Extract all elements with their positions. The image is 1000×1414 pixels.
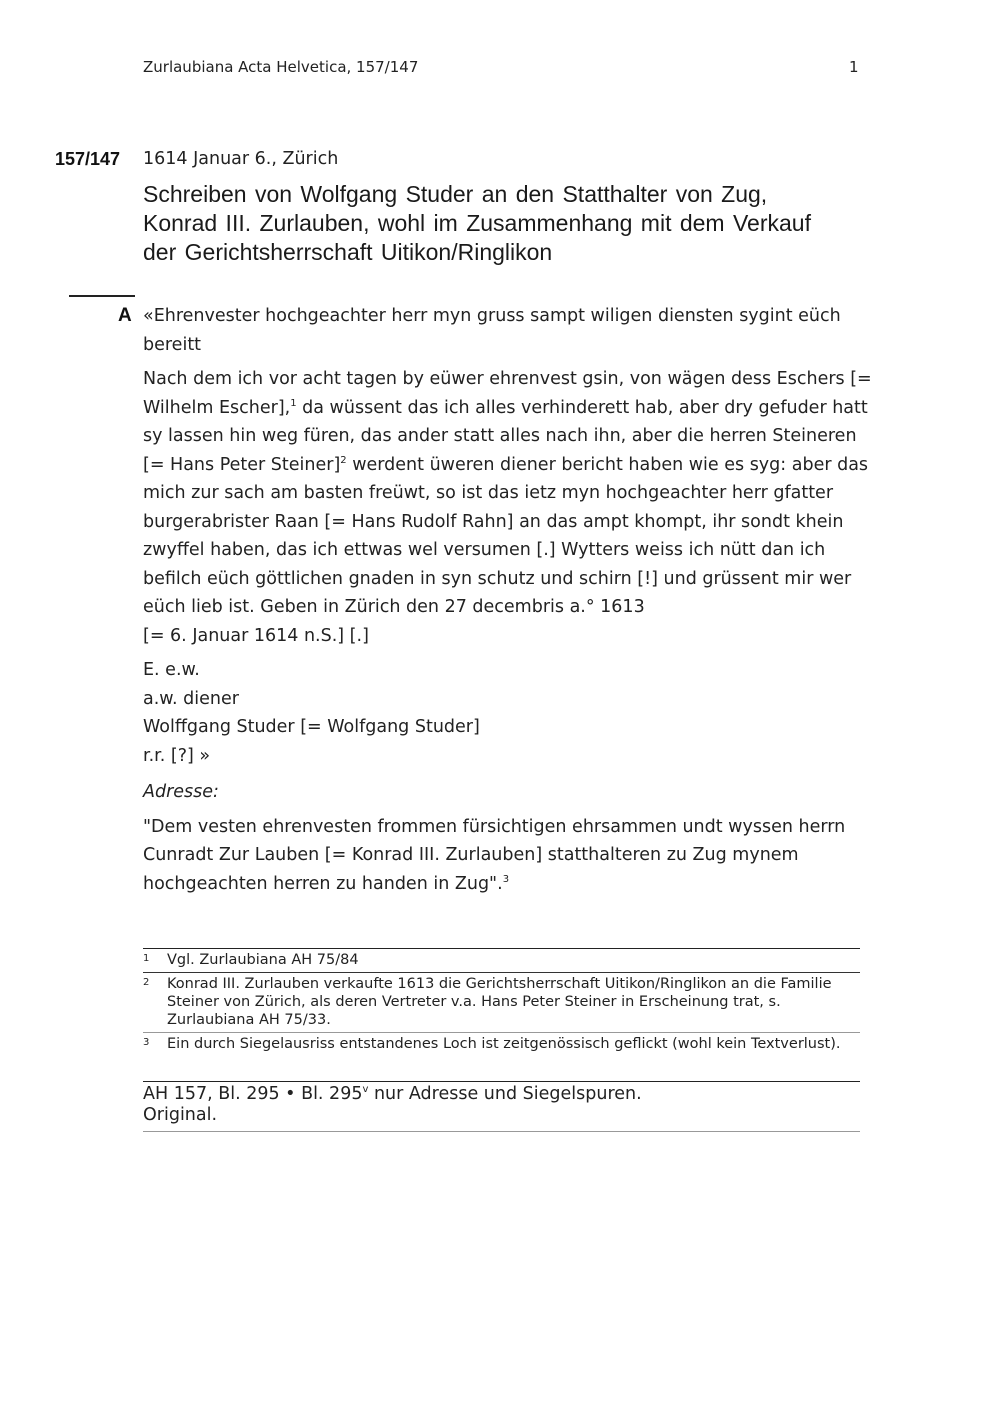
- letter-body-part: [= 6. Januar 1614 n.S.] [.]: [143, 625, 369, 646]
- address-body: "Dem vesten ehrenvesten frommen fürsichtigen ehrsammen undt wyssen herrn Cunradt Zur Lauben [= Konrad III. Zurlauben] statthalteren zu Zug mynem hochgeachten herren zu handen in Zug".: [143, 816, 846, 894]
- footnote-number: 3: [143, 1037, 150, 1048]
- footnote-text: Vgl. Zurlaubiana AH 75/84: [167, 952, 359, 968]
- footnote-text: Ein durch Siegelausriss entstandenes Loch ist zeitgenössisch geflickt (wohl kein Textverlust).: [167, 1036, 841, 1052]
- document-date-place: 1614 Januar 6., Zürich: [143, 149, 339, 169]
- source-info: [143, 1081, 860, 1132]
- letter-salutation: «Ehrenvester hochgeachter herr myn gruss sampt wiligen diensten sygint eüch bereitt: [143, 306, 841, 355]
- section-label: A: [118, 305, 132, 326]
- closing-signature: Wolffgang Studer [= Wolfgang Studer]: [143, 717, 480, 737]
- source-description: nur Adresse und Siegelspuren.: [368, 1084, 642, 1104]
- letter-closing: [143, 656, 873, 770]
- document-title: Schreiben von Wolfgang Studer an den Statthalter von Zug, Konrad III. Zurlauben, wohl im Zusammenhang mit dem Verkauf der Gerichtsherrschaft Uitikon/Ringlikon: [143, 181, 811, 265]
- address-label: Adresse:: [143, 782, 219, 802]
- footnote: [143, 972, 860, 1032]
- closing-line: E. e.w.: [143, 660, 200, 680]
- section-rule: [69, 295, 135, 297]
- footnote: [143, 948, 860, 972]
- page-number: 1: [849, 58, 859, 76]
- footnote: [143, 1032, 860, 1056]
- footnote-reference-link[interactable]: 3: [502, 873, 510, 885]
- letter-body: [143, 365, 873, 650]
- source-shelfmark: AH 157, Bl. 295 • Bl. 295: [143, 1084, 363, 1104]
- footnote-reference-link[interactable]: 1: [290, 397, 297, 409]
- letter-body-part: Nach dem ich vor acht tagen by eüwer ehrenvest gsin, von wägen dess Eschers [= Wilhelm Escher],: [143, 369, 872, 418]
- closing-line: a.w. diener: [143, 688, 239, 709]
- address-text: [143, 813, 873, 899]
- letter-body-part: werdent üweren diener bericht haben wie es syg: aber das mich zur sach am basten freüwt, so ist das ietz myn hochgeachter herr gfatter burgerabrister Raan [= Hans Rudolf Rahn] an das ampt khompt, ihr sondt khein zwyffel haben, das ich ettwas wel versumen [.] Wytters weiss ich nütt dan ich befilch eüch göttlichen gnaden in syn schutz und schirn [!] und grüssent mir wer eüch lieb ist. Geben in Zürich den 27 decembris a.° 1613: [143, 454, 869, 617]
- source-line: [143, 1084, 860, 1105]
- closing-line: r.r. [?] »: [143, 745, 211, 766]
- footnote-reference-link[interactable]: 2: [340, 454, 347, 466]
- document-number: 157/147: [55, 149, 121, 169]
- running-header-title: Zurlaubiana Acta Helvetica, 157/147: [143, 58, 419, 76]
- source-type: Original.: [143, 1105, 218, 1125]
- footnote-text: Konrad III. Zurlauben verkaufte 1613 die Gerichtsherrschaft Uitikon/Ringlikon an die Familie Steiner von Zürich, als deren Vertreter v.a. Hans Peter Steiner in Erscheinung trat, s. Zurlaubiana AH 75/33.: [167, 976, 832, 1028]
- letter-body-part: da wüssent das ich alles verhinderett hab, aber dry gefuder hatt sy lassen hin weg füren, das ander statt alles nach ihn, aber die herren Steineren [= Hans Peter Steiner]: [143, 397, 868, 475]
- footnotes: [143, 948, 860, 1056]
- verso-mark: v: [362, 1084, 369, 1096]
- footnote-number: 2: [143, 977, 150, 988]
- letter-transcription: [143, 302, 873, 904]
- footnote-number: 1: [143, 953, 150, 964]
